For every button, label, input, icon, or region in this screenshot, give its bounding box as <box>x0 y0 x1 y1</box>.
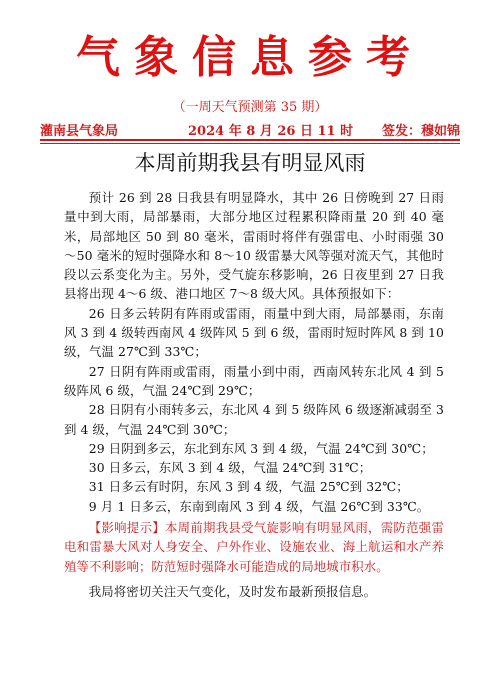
info-bar <box>40 120 460 138</box>
intro-paragraph: 预计 26 到 28 日我县有明显降水，其中 26 日傍晚到 27 日雨量中到大雨，局部暴雨，大部分地区过程累积降雨量 20 到 40 毫米，局部地区 50 到 80 毫米，雷雨时将伴有强雷电、小时雨强 30～50 毫米的短时强降水和 8～10 级雷暴大风等强对流天气，其他时段以云系变化为主。另外，受气旋东移影响，26 日夜里到 27 日我县将出现 4～6 级、港口地区 7～8 级大风。具体预报如下： <box>64 190 444 302</box>
article-body <box>64 188 444 601</box>
forecast-item: 27 日阴有阵雨或雷雨，雨量小到中雨，西南风转东北风 4 到 5 级阵风 6 级，气温 24℃到 29℃； <box>64 363 444 398</box>
article-title: 本周前期我县有明显风雨 <box>134 151 366 175</box>
signer: 签发：穆如锦 <box>381 124 460 139</box>
bureau-name: 灌南县气象局 <box>40 124 119 139</box>
closing-note: 我局将密切关注天气变化，及时发布最新预报信息。 <box>88 583 377 599</box>
forecast-item: 29 日阴到多云，东北到东风 3 到 4 级，气温 24℃到 30℃； <box>88 440 434 456</box>
forecast-item: 28 日阴有小雨转多云，东北风 4 到 5 级阵风 6 级逐渐减弱至 3 到 4 级，气温 24℃到 30℃； <box>64 402 444 437</box>
forecast-item: 9 月 1 日多云，东南到南风 3 到 4 级，气温 26℃到 33℃。 <box>88 498 430 514</box>
divider-thick <box>40 139 460 141</box>
issue-number: （一周天气预测第 35 期） <box>172 100 328 115</box>
forecast-item: 26 日多云转阴有阵雨或雷雨，雨量中到大雨，局部暴雨，东南风 3 到 4 级转西南风 4 级阵风 5 到 6 级，雷雨时短时阵风 8 到 10 级，气温 27℃到 33℃； <box>64 305 444 360</box>
impact-hint: 【影响提示】本周前期我县受气旋影响有明显风雨，需防范强雷电和雷暴大风对人身安全、户外作业、设施农业、海上航运和水产养殖等不利影响；防范短时强降水可能造成的局地城市积水。 <box>64 520 444 574</box>
forecast-item: 31 日多云有时阴，东风 3 到 4 级，气温 25℃到 32℃； <box>88 479 409 495</box>
issue-datetime: 2024 年 8 月 26 日 11 时 <box>188 124 354 139</box>
masthead-title: 气象信息参考 <box>76 32 424 83</box>
divider-thin <box>40 143 460 144</box>
forecast-item: 30 日多云，东风 3 到 4 级，气温 24℃到 31℃； <box>88 460 372 476</box>
